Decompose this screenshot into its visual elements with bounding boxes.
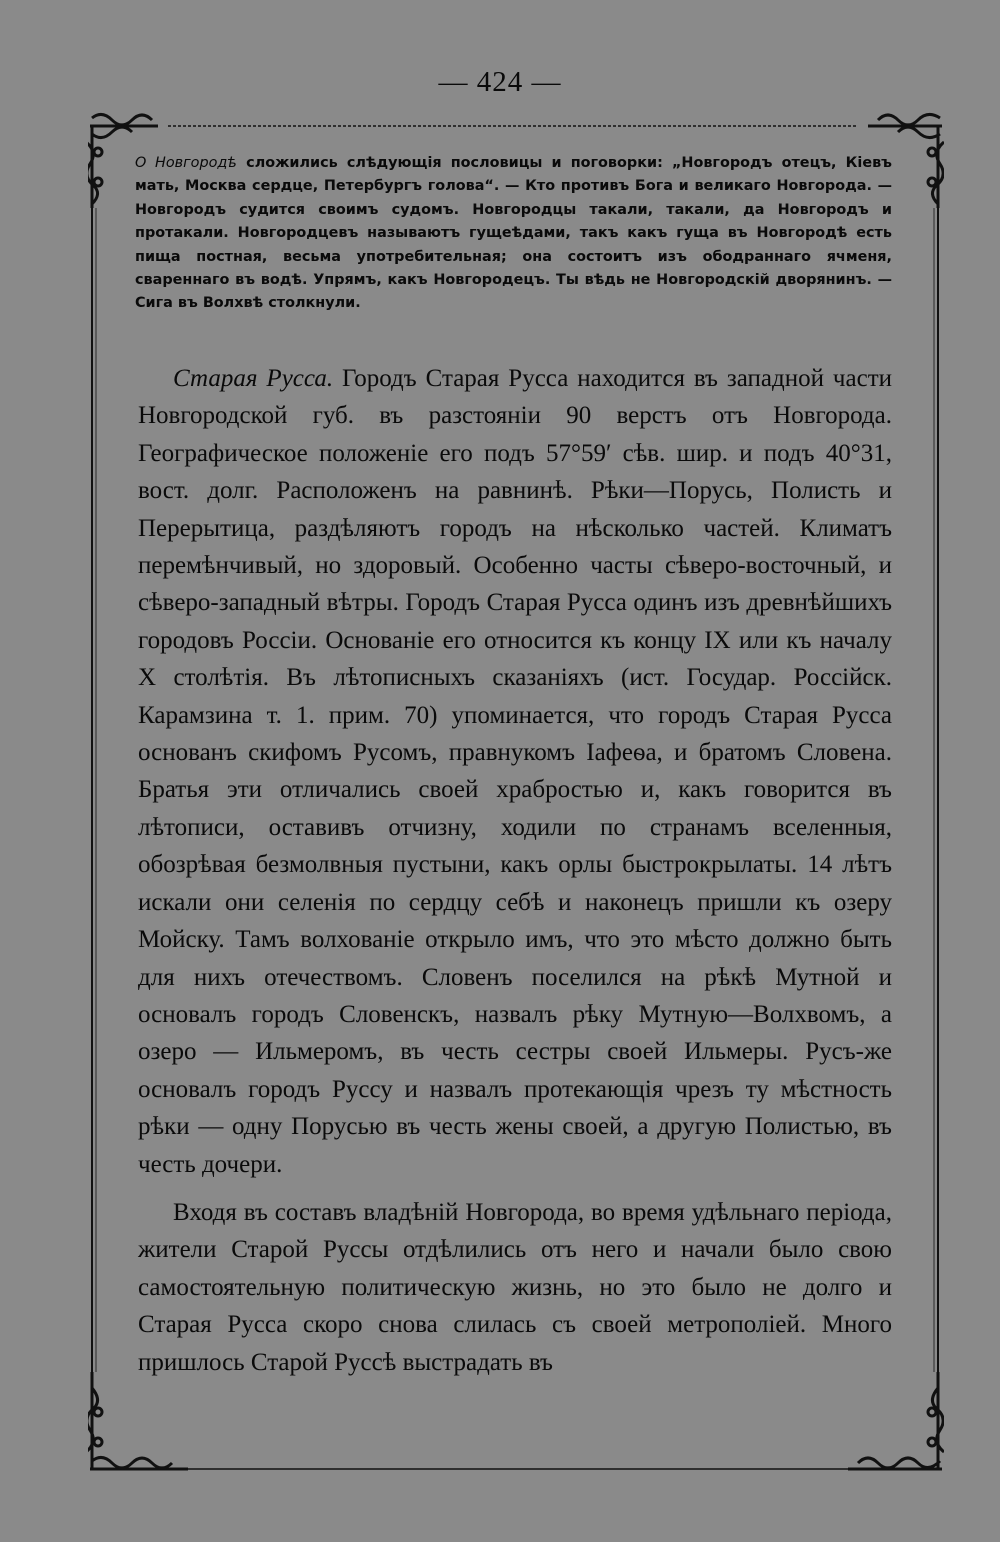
page-number: — 424 — xyxy=(438,66,562,98)
footnote-paragraph xyxy=(135,152,892,316)
footnote-text: сложились слѣдующія пословицы и поговорки: „Новгородъ отецъ, Кіевъ мать, Москва сердце, Петербургъ голова“. — Кто противъ Бога и великаго Новгорода. — Новгородъ судится своимъ судомъ. Новгородцы такали, такали, да Новгородъ и протакали. Новгородцевъ называютъ гущеѣдами, такъ какъ гуща въ Новгородѣ есть пища постная, весьма употребительная; она состоитъ изъ ободраннаго ячменя, свареннаго въ водѣ. Упрямъ, какъ Новгородецъ. Ты вѣдь не Новгородскій дворянинъ. — Сига въ Волхвѣ столкнули. xyxy=(135,155,893,312)
main-text xyxy=(138,360,892,1381)
footnote xyxy=(135,152,892,316)
body-paragraph-1 xyxy=(138,360,892,1183)
footnote-lead: О Новгородѣ xyxy=(135,155,238,171)
body-paragraph-2: Входя въ составъ владѣній Новгорода, во время удѣльнаго періода, жители Старой Руссы отдѣлились отъ него и начали было свою самостоятельную политическую жизнь, но это было не долго и Старая Русса скоро снова слилась съ своей метрополіей. Много пришлось Старой Руссѣ выстрадать въ xyxy=(138,1198,892,1376)
section-heading: Старая Русса. xyxy=(173,365,334,392)
body-paragraph-1-text: Городъ Старая Русса находится въ западной части Новгородской губ. въ разстояніи 90 верстъ отъ Новгорода. Географическое положеніе его подъ 57°59′ сѣв. шир. и подъ 40°31, вост. долг. Расположенъ на равнинѣ. Рѣки—Порусь, Полисть и Перерытица, раздѣляютъ городъ на нѣсколько частей. Климатъ перемѣнчивый, но здоровый. Особенно часты сѣверо-восточный, и сѣверо-западный вѣтры. Городъ Старая Русса одинъ изъ древнѣйшихъ городовъ Россіи. Основаніе его относится къ концу IX или къ началу X столѣтія. Въ лѣтописныхъ сказаніяхъ (ист. Государ. Россійск. Карамзина т. 1. прим. 70) упоминается, что городъ Старая Русса основанъ скифомъ Русомъ, правнукомъ Іафеѳа, и братомъ Словена. Братья эти отличались своей храбростью и, какъ говорится въ лѣтописи, оставивъ отчизну, ходили по странамъ вселенныя, обозрѣвая безмолвныя пустыни, какъ орлы быстрокрылаты. 14 лѣтъ искали они селенія по сердцу себѣ и наконецъ пришли къ озеру Мойску. Тамъ волхованіе открыло имъ, что это мѣсто должно быть для нихъ отечествомъ. Словенъ поселился на рѣкѣ Мутной и основалъ городъ Словенскъ, назвалъ рѣку Мутную—Волхвомъ, а озеро — Ильмеромъ, въ честь сестры своей Ильмеры. Русъ-же основалъ городъ Руссу и назвалъ протекающія чрезъ ту мѣстность рѣки — одну Порусью въ честь жены своей, а другую Полистью, въ честь дочери. xyxy=(138,365,892,1178)
